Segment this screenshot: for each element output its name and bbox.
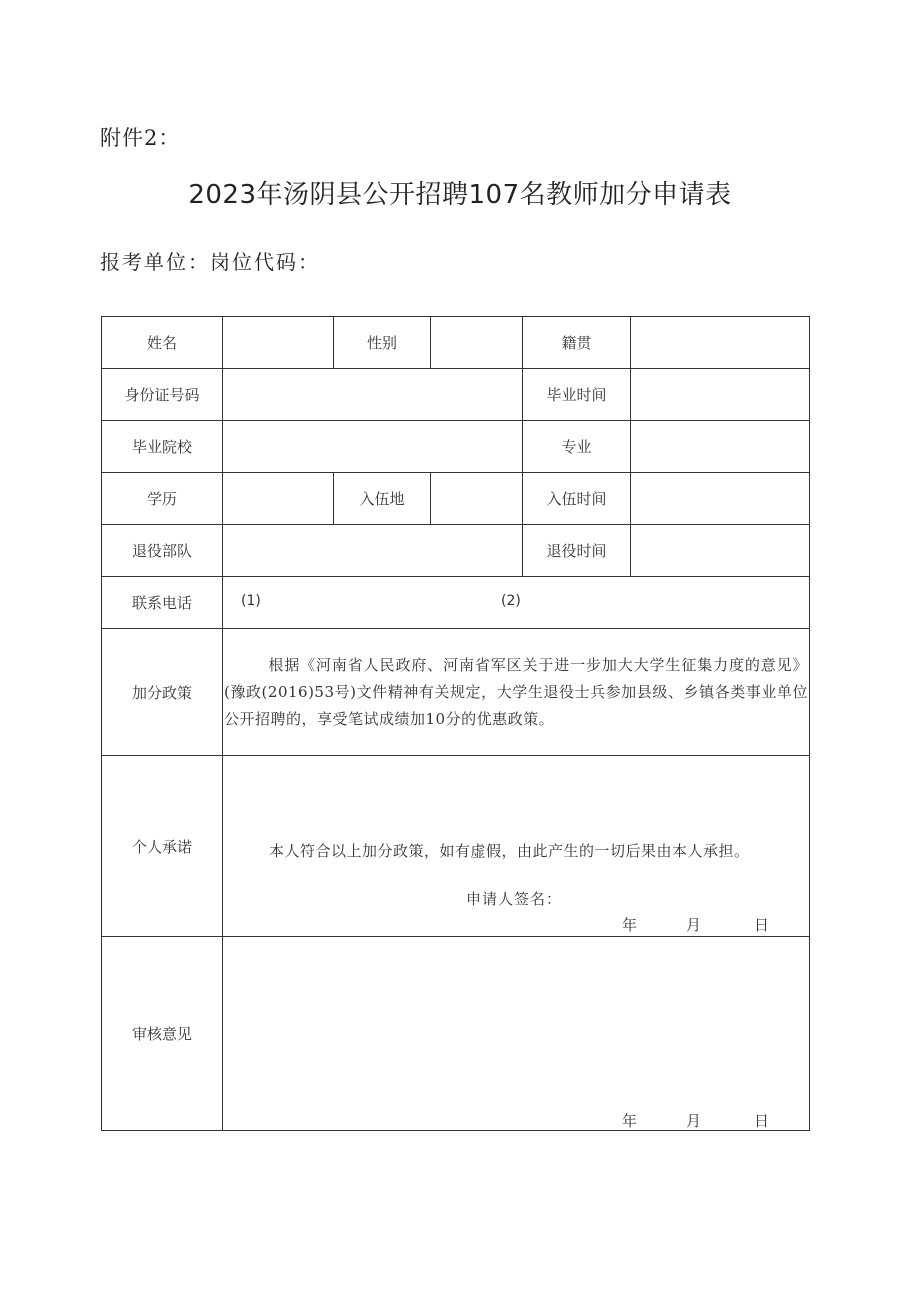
id-field[interactable]	[223, 369, 523, 421]
grad-time-label: 毕业时间	[523, 369, 631, 421]
review-date-year: 年	[622, 1112, 638, 1130]
gender-field[interactable]	[431, 317, 523, 369]
review-date-month: 月	[686, 1112, 702, 1130]
form-row-pledge	[102, 756, 810, 937]
policy-text: 根据《河南省人民政府、河南省军区关于进一步加大大学生征集力度的意见》(豫政(2016)53号)文件精神有关规定，大学生退役士兵参加县级、乡镇各类事业单位公开招聘的，享受笔试成绩加10分的优惠政策。	[224, 655, 808, 728]
page-title: 2023年汤阴县公开招聘107名教师加分申请表	[188, 180, 732, 210]
form-row-policy	[102, 629, 810, 756]
pledge-text: 本人符合以上加分政策，如有虚假，由此产生的一切后果由本人承担。	[269, 842, 750, 860]
phone-label: 联系电话	[102, 577, 223, 629]
form-row-basic	[102, 317, 810, 369]
name-field[interactable]	[223, 317, 334, 369]
enlist-place-field[interactable]	[431, 473, 523, 525]
pledge-label: 个人承诺	[102, 756, 223, 937]
form-row-school	[102, 421, 810, 473]
form-row-retire	[102, 525, 810, 577]
review-date-day: 日	[754, 1112, 770, 1130]
education-field[interactable]	[223, 473, 334, 525]
school-label: 毕业院校	[102, 421, 223, 473]
origin-field[interactable]	[631, 317, 810, 369]
name-label: 姓名	[102, 317, 223, 369]
retire-time-field[interactable]	[631, 525, 810, 577]
pledge-date-day: 日	[754, 916, 770, 934]
enlist-time-field[interactable]	[631, 473, 810, 525]
major-label: 专业	[523, 421, 631, 473]
policy-cell	[223, 629, 810, 756]
id-label: 身份证号码	[102, 369, 223, 421]
attachment-label: 附件2：	[100, 126, 181, 150]
unit-position-line: 报考单位：岗位代码：	[100, 250, 320, 274]
review-cell[interactable]	[223, 937, 810, 1131]
form-row-phone	[102, 577, 810, 629]
origin-label: 籍贯	[523, 317, 631, 369]
gender-label: 性别	[334, 317, 431, 369]
review-label: 审核意见	[102, 937, 223, 1131]
pledge-date-month: 月	[686, 916, 702, 934]
form-row-review	[102, 937, 810, 1131]
pledge-date-year: 年	[622, 916, 638, 934]
unit-field[interactable]	[223, 525, 523, 577]
education-label: 学历	[102, 473, 223, 525]
policy-label: 加分政策	[102, 629, 223, 756]
enlist-time-label: 入伍时间	[523, 473, 631, 525]
grad-time-field[interactable]	[631, 369, 810, 421]
enlist-place-label: 入伍地	[334, 473, 431, 525]
pledge-cell	[223, 756, 810, 937]
phone-2-label: (2)	[501, 593, 521, 609]
phone-1-label: (1)	[241, 593, 261, 609]
form-row-id	[102, 369, 810, 421]
signer-label: 申请人签名：	[466, 890, 563, 908]
form-row-enlist	[102, 473, 810, 525]
unit-label: 退役部队	[102, 525, 223, 577]
phone-field[interactable]	[223, 577, 810, 629]
school-field[interactable]	[223, 421, 523, 473]
application-form-table	[101, 316, 810, 1131]
major-field[interactable]	[631, 421, 810, 473]
retire-time-label: 退役时间	[523, 525, 631, 577]
